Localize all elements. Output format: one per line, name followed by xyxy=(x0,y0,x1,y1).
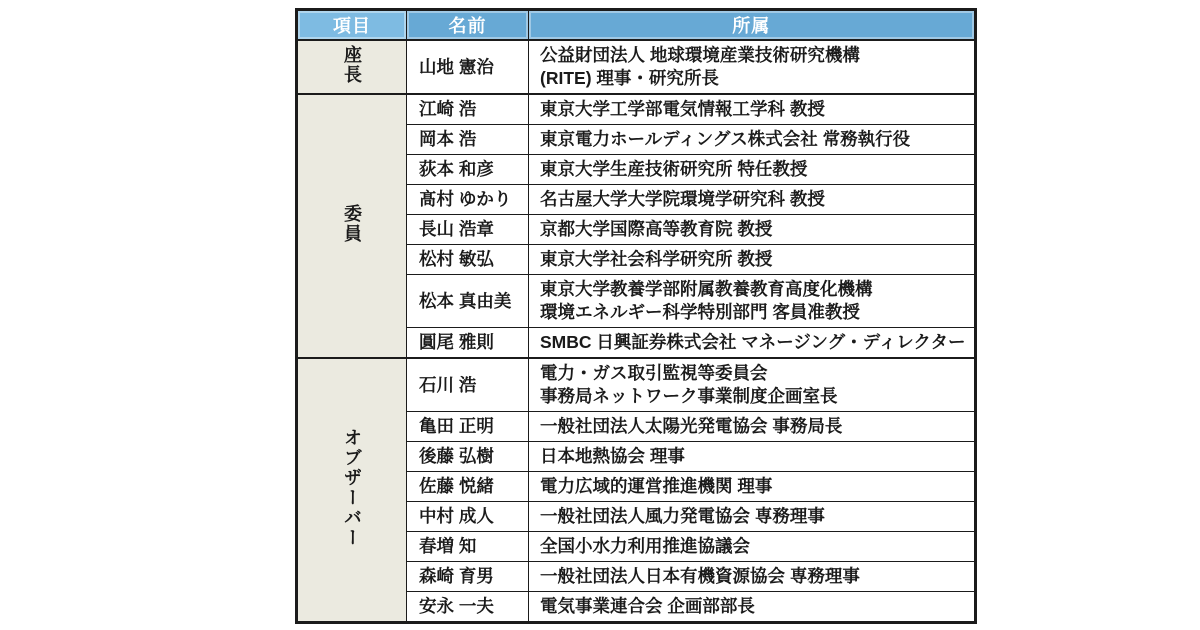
member-name-cell: 髙村 ゆかり xyxy=(407,185,529,215)
affiliation-line: 全国小水力利用推進協議会 xyxy=(540,536,750,556)
affiliation-line: 東京大学生産技術研究所 特任教授 xyxy=(540,159,808,179)
affiliation-line: 一般社団法人風力発電協会 専務理事 xyxy=(540,506,825,526)
section-label: 委員 xyxy=(342,203,362,244)
member-name-cell: 亀田 正明 xyxy=(407,412,529,442)
affiliation-line: 公益財団法人 地球環境産業技術研究機構 xyxy=(540,45,860,65)
section-label: オブザーバー xyxy=(342,427,362,548)
table-row xyxy=(297,40,976,94)
member-affiliation-cell xyxy=(529,94,976,125)
table-header xyxy=(297,10,976,41)
member-affiliation-cell xyxy=(529,592,976,623)
member-affiliation-cell xyxy=(529,125,976,155)
member-name-cell: 松本 真由美 xyxy=(407,275,529,328)
member-affiliation-cell xyxy=(529,442,976,472)
member-affiliation-cell xyxy=(529,155,976,185)
member-affiliation-cell xyxy=(529,275,976,328)
column-header-name: 名前 xyxy=(407,10,529,41)
affiliation-line: 電力・ガス取引監視等委員会 xyxy=(540,363,768,383)
affiliation-line: 電力広域的運営推進機関 理事 xyxy=(540,476,773,496)
member-name-cell: 佐藤 悦緒 xyxy=(407,472,529,502)
column-header-item: 項目 xyxy=(297,10,407,41)
affiliation-line: 一般社団法人太陽光発電協会 事務局長 xyxy=(540,416,843,436)
affiliation-line: 電気事業連合会 企画部部長 xyxy=(540,596,755,616)
member-affiliation-cell xyxy=(529,328,976,359)
affiliation-line: 事務局ネットワーク事業制度企画室長 xyxy=(540,386,838,406)
section-label-cell xyxy=(297,358,407,623)
member-affiliation-cell xyxy=(529,562,976,592)
affiliation-line: 京都大学国際高等教育院 教授 xyxy=(540,219,773,239)
member-name-cell: 石川 浩 xyxy=(407,358,529,412)
member-name-cell: 山地 憲治 xyxy=(407,40,529,94)
member-affiliation-cell xyxy=(529,502,976,532)
column-header-affiliation: 所属 xyxy=(529,10,976,41)
member-affiliation-cell xyxy=(529,532,976,562)
affiliation-line: 東京電力ホールディングス株式会社 常務執行役 xyxy=(540,129,911,149)
member-affiliation-cell xyxy=(529,245,976,275)
member-name-cell: 森崎 育男 xyxy=(407,562,529,592)
member-affiliation-cell xyxy=(529,185,976,215)
member-affiliation-cell xyxy=(529,412,976,442)
members-table xyxy=(295,8,977,624)
section-label-cell xyxy=(297,94,407,358)
member-name-cell: 後藤 弘樹 xyxy=(407,442,529,472)
affiliation-line: 東京大学教養学部附属教養教育高度化機構 xyxy=(540,279,873,299)
member-affiliation-cell xyxy=(529,215,976,245)
section-label-cell xyxy=(297,40,407,94)
header-row xyxy=(297,10,976,41)
member-affiliation-cell xyxy=(529,40,976,94)
section-label: 座長 xyxy=(342,44,362,85)
member-affiliation-cell xyxy=(529,358,976,412)
affiliation-line: SMBC 日興証券株式会社 マネージング・ディレクター xyxy=(540,332,966,352)
member-name-cell: 圓尾 雅則 xyxy=(407,328,529,359)
affiliation-line: 日本地熱協会 理事 xyxy=(540,446,685,466)
table-row xyxy=(297,94,976,125)
affiliation-line: 一般社団法人日本有機資源協会 専務理事 xyxy=(540,566,860,586)
member-name-cell: 安永 一夫 xyxy=(407,592,529,623)
members-table-body xyxy=(297,40,976,623)
table-row xyxy=(297,358,976,412)
affiliation-line: (RITE) 理事・研究所長 xyxy=(540,68,719,88)
member-name-cell: 岡本 浩 xyxy=(407,125,529,155)
member-affiliation-cell xyxy=(529,472,976,502)
member-name-cell: 春増 知 xyxy=(407,532,529,562)
member-name-cell: 中村 成人 xyxy=(407,502,529,532)
affiliation-line: 東京大学工学部電気情報工学科 教授 xyxy=(540,99,825,119)
member-name-cell: 松村 敏弘 xyxy=(407,245,529,275)
member-name-cell: 長山 浩章 xyxy=(407,215,529,245)
affiliation-line: 東京大学社会科学研究所 教授 xyxy=(540,249,773,269)
member-name-cell: 荻本 和彦 xyxy=(407,155,529,185)
affiliation-line: 環境エネルギー科学特別部門 客員准教授 xyxy=(540,302,860,322)
affiliation-line: 名古屋大学大学院環境学研究科 教授 xyxy=(540,189,825,209)
member-name-cell: 江崎 浩 xyxy=(407,94,529,125)
